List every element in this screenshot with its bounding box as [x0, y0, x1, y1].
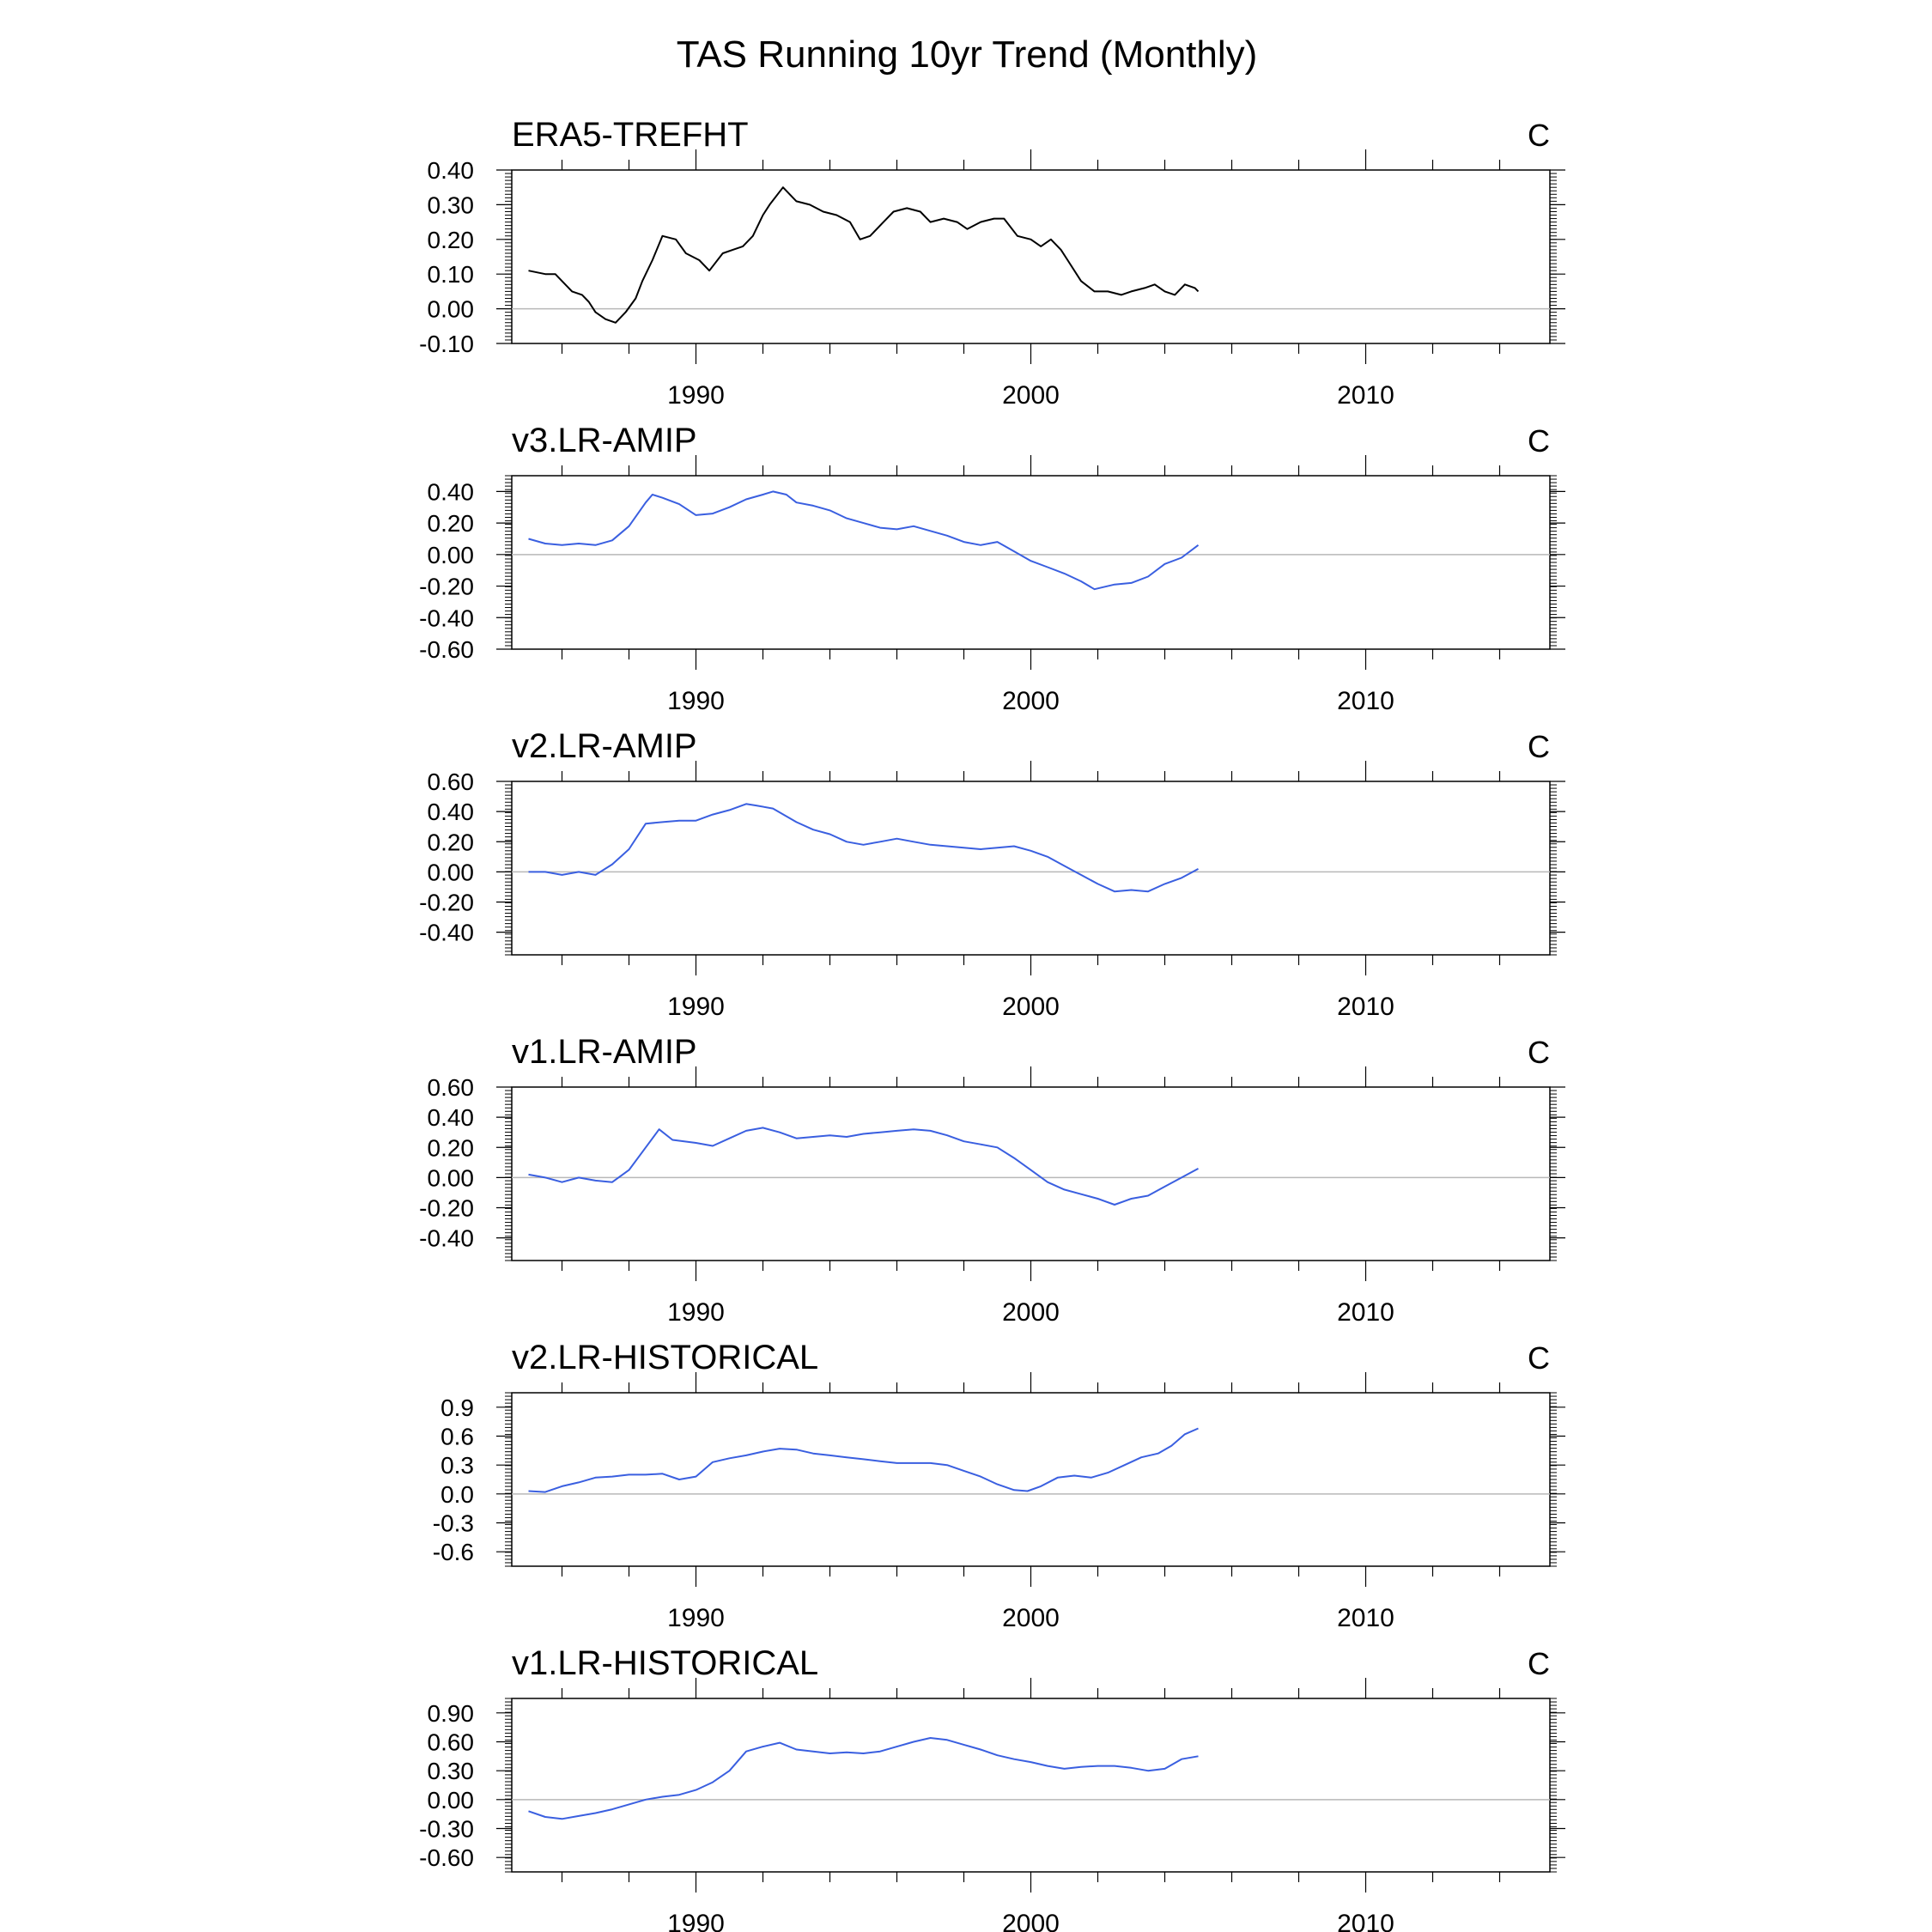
y-tick-label: -0.40	[419, 1224, 474, 1252]
panels	[419, 116, 1565, 1932]
series-line	[529, 1429, 1199, 1492]
x-tick-label: 2000	[1002, 993, 1060, 1021]
panel-6	[419, 1644, 1565, 1932]
x-tick-label: 1990	[667, 1910, 725, 1932]
panel-units: C	[1528, 1340, 1550, 1376]
y-tick-label: 0.00	[427, 859, 474, 886]
y-tick-label: 0.3	[440, 1452, 474, 1479]
plot-frame	[512, 1087, 1550, 1261]
y-tick-label: 0.90	[427, 1699, 474, 1727]
panel-title: ERA5-TREFHT	[512, 116, 749, 154]
x-tick-label: 1990	[667, 1604, 725, 1632]
series-line	[529, 1738, 1199, 1819]
panel-units: C	[1528, 423, 1550, 459]
y-tick-label: -0.6	[432, 1539, 474, 1566]
y-tick-label: 0.00	[427, 1164, 474, 1192]
y-tick-label: 0.40	[427, 478, 474, 506]
y-tick-label: 0.60	[427, 769, 474, 795]
x-tick-label: 2010	[1337, 1604, 1394, 1632]
y-tick-label: 0.30	[427, 191, 474, 219]
x-tick-label: 2000	[1002, 687, 1060, 715]
x-tick-label: 2010	[1337, 687, 1394, 715]
y-tick-label: 0.40	[427, 157, 474, 184]
plot-frame	[512, 170, 1550, 343]
y-tick-label: -0.20	[419, 1194, 474, 1222]
x-tick-label: 2000	[1002, 1910, 1060, 1932]
y-tick-label: 0.0	[440, 1480, 474, 1508]
panel-title: v2.LR-AMIP	[512, 727, 697, 765]
panel-4	[419, 1033, 1565, 1327]
panel-units: C	[1528, 1646, 1550, 1681]
y-tick-label: -0.60	[419, 1844, 474, 1872]
panel-units: C	[1528, 729, 1550, 764]
y-tick-label: -0.20	[419, 573, 474, 600]
y-tick-label: 0.6	[440, 1423, 474, 1450]
x-tick-label: 2010	[1337, 381, 1394, 410]
y-tick-label: 0.00	[427, 1786, 474, 1814]
series-line	[529, 491, 1199, 589]
panel-2	[419, 422, 1565, 715]
x-tick-label: 1990	[667, 381, 725, 410]
x-tick-label: 1990	[667, 1298, 725, 1327]
y-tick-label: 0.00	[427, 541, 474, 568]
panel-units: C	[1528, 1035, 1550, 1070]
y-tick-label: 0.40	[427, 1104, 474, 1132]
x-tick-label: 2000	[1002, 381, 1060, 410]
y-tick-label: -0.10	[419, 331, 474, 357]
series-line	[529, 1127, 1199, 1205]
y-tick-label: 0.30	[427, 1758, 474, 1785]
x-tick-label: 2000	[1002, 1604, 1060, 1632]
panel-5	[433, 1339, 1565, 1632]
x-tick-label: 2010	[1337, 1910, 1394, 1932]
plot-frame	[512, 1393, 1550, 1566]
y-tick-label: -0.30	[419, 1815, 474, 1843]
x-tick-label: 2010	[1337, 993, 1394, 1021]
panel-units: C	[1528, 118, 1550, 153]
x-tick-label: 1990	[667, 993, 725, 1021]
y-tick-label: 0.20	[427, 829, 474, 856]
y-tick-label: 0.60	[427, 1728, 474, 1756]
x-tick-label: 1990	[667, 687, 725, 715]
figure-title: TAS Running 10yr Trend (Monthly)	[676, 33, 1258, 76]
y-tick-label: -0.40	[419, 919, 474, 946]
series-line	[529, 187, 1199, 323]
y-tick-label: -0.40	[419, 605, 474, 632]
y-tick-label: -0.60	[419, 636, 474, 663]
y-tick-label: 0.20	[427, 226, 474, 253]
plot-frame	[512, 1698, 1550, 1872]
y-tick-label: -0.3	[432, 1510, 474, 1537]
y-tick-label: 0.40	[427, 799, 474, 826]
y-tick-label: -0.20	[419, 889, 474, 916]
x-tick-label: 2000	[1002, 1298, 1060, 1327]
plot-frame	[512, 781, 1550, 955]
y-tick-label: 0.60	[427, 1074, 474, 1101]
y-tick-label: 0.20	[427, 1134, 474, 1162]
x-tick-label: 2010	[1337, 1298, 1394, 1327]
series-line	[529, 804, 1199, 891]
y-tick-label: 0.20	[427, 510, 474, 538]
panel-title: v3.LR-AMIP	[512, 422, 697, 459]
plot-frame	[512, 476, 1550, 649]
y-tick-label: 0.10	[427, 261, 474, 289]
panel-title: v1.LR-AMIP	[512, 1033, 697, 1071]
y-tick-label: 0.9	[440, 1394, 474, 1421]
panel-title: v2.LR-HISTORICAL	[512, 1339, 819, 1376]
panel-3	[419, 727, 1565, 1021]
panel-1	[419, 116, 1565, 410]
panel-title: v1.LR-HISTORICAL	[512, 1644, 819, 1682]
y-tick-label: 0.00	[427, 295, 474, 323]
